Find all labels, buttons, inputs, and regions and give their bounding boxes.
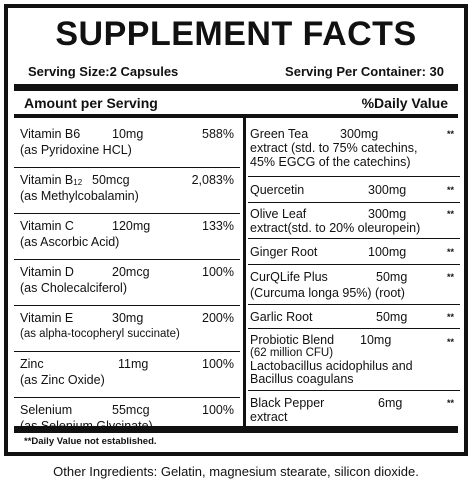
ingredient-name: Black Pepper: [250, 396, 325, 410]
ingredient-name: Quercetin: [250, 183, 305, 197]
servings-per-container: Serving Per Container: 30: [285, 64, 444, 79]
ingredient-amount: 6mg: [378, 396, 403, 410]
nutrient-name: Vitamin C: [20, 219, 74, 233]
footnote: **Daily Value not established.: [24, 436, 157, 447]
ingredient-detail: extract (std. to 75% catechins,: [250, 141, 418, 155]
nutrient-amount: 20mcg: [112, 265, 150, 279]
ingredient-amount: 50mg: [376, 270, 408, 284]
ingredient-name: Probiotic Blend: [250, 333, 335, 347]
amount-per-serving-header: Amount per Serving: [24, 95, 158, 111]
nutrient-dv: 100%: [202, 265, 234, 279]
nutrient-dv: 588%: [202, 127, 234, 141]
supplement-facts-panel: [4, 4, 468, 456]
daily-value-header: %Daily Value: [361, 95, 448, 111]
dv-not-established-mark: **: [446, 398, 454, 408]
ingredient-name: Green Tea: [250, 127, 309, 141]
nutrient-amount: 11mg: [118, 357, 149, 371]
header-divider: [14, 114, 458, 118]
other-ingredients: Other Ingredients: Gelatin, magnesium stearate, silicon dioxide.: [53, 464, 419, 479]
ingredient-detail: (Curcuma longa 95%) (root): [250, 286, 405, 300]
ingredient-detail: extract: [250, 410, 288, 424]
vitamins-column: [14, 122, 240, 444]
nutrient-amount: 10mg: [112, 127, 144, 141]
ingredient-name: Garlic Root: [250, 310, 313, 324]
nutrient-row: [14, 122, 240, 168]
nutrient-name: Zinc: [20, 357, 44, 371]
ingredient-row: [248, 122, 460, 177]
nutrient-dv: 100%: [202, 403, 234, 417]
ingredient-row: [248, 391, 460, 429]
nutrient-amount: 120mg: [112, 219, 151, 233]
nutrient-dv: 2,083%: [191, 173, 234, 187]
nutrient-source: (as Cholecalciferol): [20, 281, 127, 295]
nutrient-row: [14, 214, 240, 260]
ingredient-amount: 300mg: [368, 183, 407, 197]
nutrient-row: [14, 352, 240, 398]
ingredient-detail: 45% EGCG of the catechins): [250, 155, 411, 169]
ingredient-row: [248, 329, 460, 391]
ingredient-row: [248, 265, 460, 305]
ingredient-name: Olive Leaf: [250, 207, 307, 221]
dv-not-established-mark: **: [446, 129, 454, 139]
ingredient-detail: (62 million CFU): [250, 347, 334, 359]
ingredient-detail: Lactobacillus acidophilus and: [250, 359, 413, 373]
dv-not-established-mark: **: [446, 209, 454, 219]
nutrient-name: Vitamin E: [20, 311, 74, 325]
ingredient-row: [248, 177, 460, 203]
dv-not-established-mark: **: [446, 337, 454, 347]
nutrient-dv: 100%: [202, 357, 234, 371]
ingredient-row: [248, 305, 460, 329]
ingredient-row: [248, 239, 460, 265]
nutrient-source: (as alpha-tocopheryl succinate): [20, 328, 180, 340]
ingredient-name: Ginger Root: [250, 245, 318, 259]
column-divider: [243, 114, 246, 432]
botanicals-column: [248, 122, 460, 429]
bottom-divider: [14, 426, 458, 433]
ingredient-detail: extract(std. to 20% oleuropein): [250, 221, 421, 235]
nutrient-dv: 133%: [202, 219, 234, 233]
nutrient-amount: 50mcg: [92, 173, 130, 187]
nutrient-row: [14, 306, 240, 352]
dv-not-established-mark: **: [446, 247, 454, 257]
nutrient-dv: 200%: [202, 311, 234, 325]
ingredient-amount: 300mg: [340, 127, 379, 141]
nutrient-source: (as Pyridoxine HCL): [20, 143, 132, 157]
nutrient-source: (as Methylcobalamin): [20, 189, 139, 203]
dv-not-established-mark: **: [446, 312, 454, 322]
ingredient-amount: 300mg: [368, 207, 407, 221]
nutrient-source: (as Zinc Oxide): [20, 373, 105, 387]
ingredient-name: CurQLife Plus: [250, 270, 328, 284]
nutrient-row: [14, 168, 240, 214]
ingredient-amount: 50mg: [376, 310, 408, 324]
nutrient-amount: 30mg: [112, 311, 144, 325]
ingredient-row: [248, 203, 460, 239]
nutrient-row: [14, 260, 240, 306]
ingredient-amount: 100mg: [368, 245, 407, 259]
ingredient-detail: Bacillus coagulans: [250, 372, 354, 386]
nutrient-source: (as Ascorbic Acid): [20, 235, 120, 249]
nutrient-name: Vitamin D: [20, 265, 74, 279]
thick-divider: [14, 84, 458, 91]
nutrient-name: Vitamin B12: [20, 173, 83, 187]
nutrient-name: Selenium: [20, 403, 73, 417]
dv-not-established-mark: **: [446, 185, 454, 195]
panel-title: SUPPLEMENT FACTS: [55, 15, 417, 53]
nutrient-amount: 55mcg: [112, 403, 150, 417]
dv-not-established-mark: **: [446, 272, 454, 282]
serving-size: Serving Size:2 Capsules: [28, 64, 179, 79]
ingredient-amount: 10mg: [360, 333, 392, 347]
nutrient-name: Vitamin B6: [20, 127, 81, 141]
